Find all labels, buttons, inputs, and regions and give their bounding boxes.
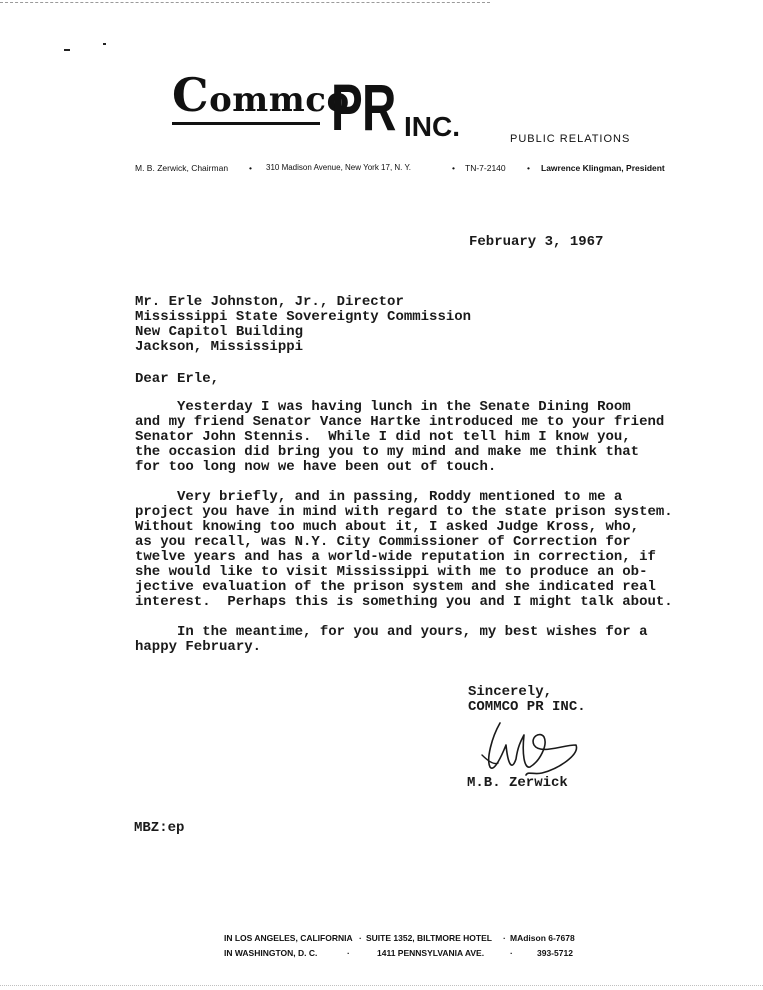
body-line: as you recall, was N.Y. City Commissioner of Correction for: [135, 534, 631, 550]
closing-line: COMMCO PR INC.: [468, 699, 586, 715]
company-tagline: PUBLIC RELATIONS: [510, 133, 631, 145]
footer-dc-phone: 393-5712: [537, 948, 573, 958]
footer-la-phone: MAdison 6-7678: [510, 933, 575, 943]
footer-dc-city: IN WASHINGTON, D. C.: [224, 948, 318, 958]
company-logo-pr: PR: [331, 70, 396, 144]
body-line: for too long now we have been out of touch.: [135, 459, 497, 475]
closing-line: Sincerely,: [468, 684, 553, 700]
body-line: project you have in mind with regard to the state prison system.: [135, 504, 673, 520]
addressee-line: Mississippi State Sovereignty Commission: [135, 309, 472, 325]
separator-dot: •: [452, 163, 455, 173]
logo-underline: [172, 122, 320, 125]
separator-dot: •: [249, 163, 252, 173]
body-line: and my friend Senator Vance Hartke introduced me to your friend: [135, 414, 665, 430]
addressee-line: Jackson, Mississippi: [135, 339, 304, 355]
footer-separator: ·: [347, 948, 350, 958]
company-phone: TN-7-2140: [465, 163, 506, 173]
footer-la-address: SUITE 1352, BILTMORE HOTEL: [366, 933, 492, 943]
company-address: 310 Madison Avenue, New York 17, N. Y.: [266, 163, 411, 172]
body-line: Very briefly, and in passing, Roddy mentioned to me a: [135, 489, 623, 505]
president-name: Lawrence Klingman, President: [541, 163, 665, 173]
body-line: Senator John Stennis. While I did not tell him I know you,: [135, 429, 631, 445]
bottom-scan-edge: [0, 985, 763, 986]
body-line: Without knowing too much about it, I asked Judge Kross, who,: [135, 519, 640, 535]
paragraph-3: [135, 625, 647, 655]
company-logo-inc: INC.: [404, 111, 460, 142]
top-scan-edge: [0, 2, 490, 3]
addressee-line: Mr. Erle Johnston, Jr., Director: [135, 294, 404, 310]
paragraph-2: [135, 490, 673, 610]
salutation: Dear Erle,: [135, 371, 220, 387]
body-line: Yesterday I was having lunch in the Senate Dining Room: [135, 399, 631, 415]
body-line: In the meantime, for you and yours, my best wishes for a: [135, 624, 648, 640]
signer-name: M.B. Zerwick: [467, 775, 568, 791]
letter-date: February 3, 1967: [469, 234, 604, 250]
scan-speck: [64, 49, 70, 51]
body-line: jective evaluation of the prison system and she indicated real: [135, 579, 656, 595]
body-line: happy February.: [135, 639, 262, 655]
paragraph-1: [135, 400, 664, 475]
body-line: she would like to visit Mississippi with me to produce an ob-: [135, 564, 648, 580]
footer-separator: ·: [359, 933, 362, 943]
separator-dot: •: [527, 163, 530, 173]
company-logo-commco: Commco: [172, 68, 350, 122]
scan-speck: [103, 43, 106, 45]
addressee-line: New Capitol Building: [135, 324, 304, 340]
reference-initials: MBZ:ep: [134, 820, 185, 836]
body-line: the occasion did bring you to my mind and make me think that: [135, 444, 640, 460]
chairman-name: M. B. Zerwick, Chairman: [135, 163, 229, 173]
footer-dc-address: 1411 PENNSYLVANIA AVE.: [377, 948, 485, 958]
closing-block: [468, 685, 586, 715]
body-line: interest. Perhaps this is something you and I might talk about.: [135, 594, 673, 610]
footer-la-city: IN LOS ANGELES, CALIFORNIA: [224, 933, 353, 943]
footer-separator: ·: [510, 948, 513, 958]
addressee-block: [135, 295, 471, 355]
footer-separator: ·: [503, 933, 506, 943]
body-line: twelve years and has a world-wide reputation in correction, if: [135, 549, 656, 565]
